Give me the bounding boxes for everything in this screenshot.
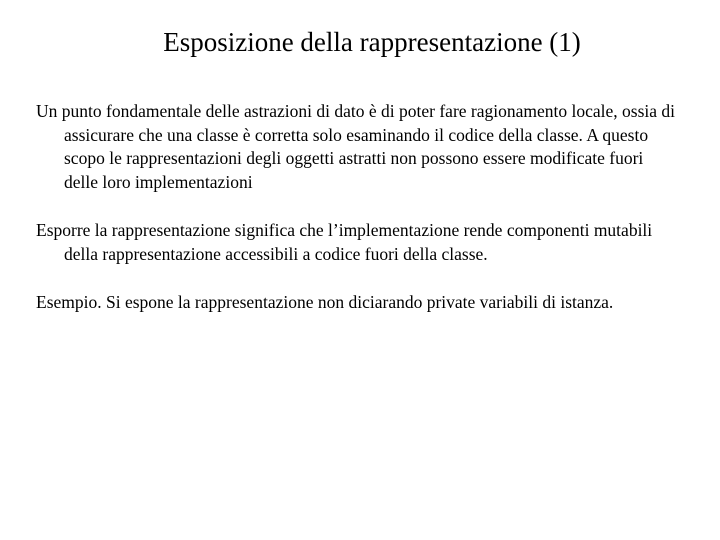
paragraph-example: Esempio. Si espone la rappresentazione non diciarando private variabili di istanza.: [36, 292, 614, 312]
slide-body: [36, 100, 676, 340]
paragraph-exposure-definition: Esporre la rappresentazione significa che l’implementazione rende componenti mutabili della rappresentazione accessibili a codice fuori della classe.: [36, 220, 653, 264]
slide-title: Esposizione della rappresentazione (1): [163, 27, 581, 57]
paragraph-local-reasoning: Un punto fondamentale delle astrazioni di dato è di poter fare ragionamento locale, ossia di assicurare che una classe è corretta solo esaminando il codice della classe. A questo scopo le rappresentazioni degli oggetti astratti non possono essere modificate fuori delle loro implementazioni: [36, 101, 676, 192]
